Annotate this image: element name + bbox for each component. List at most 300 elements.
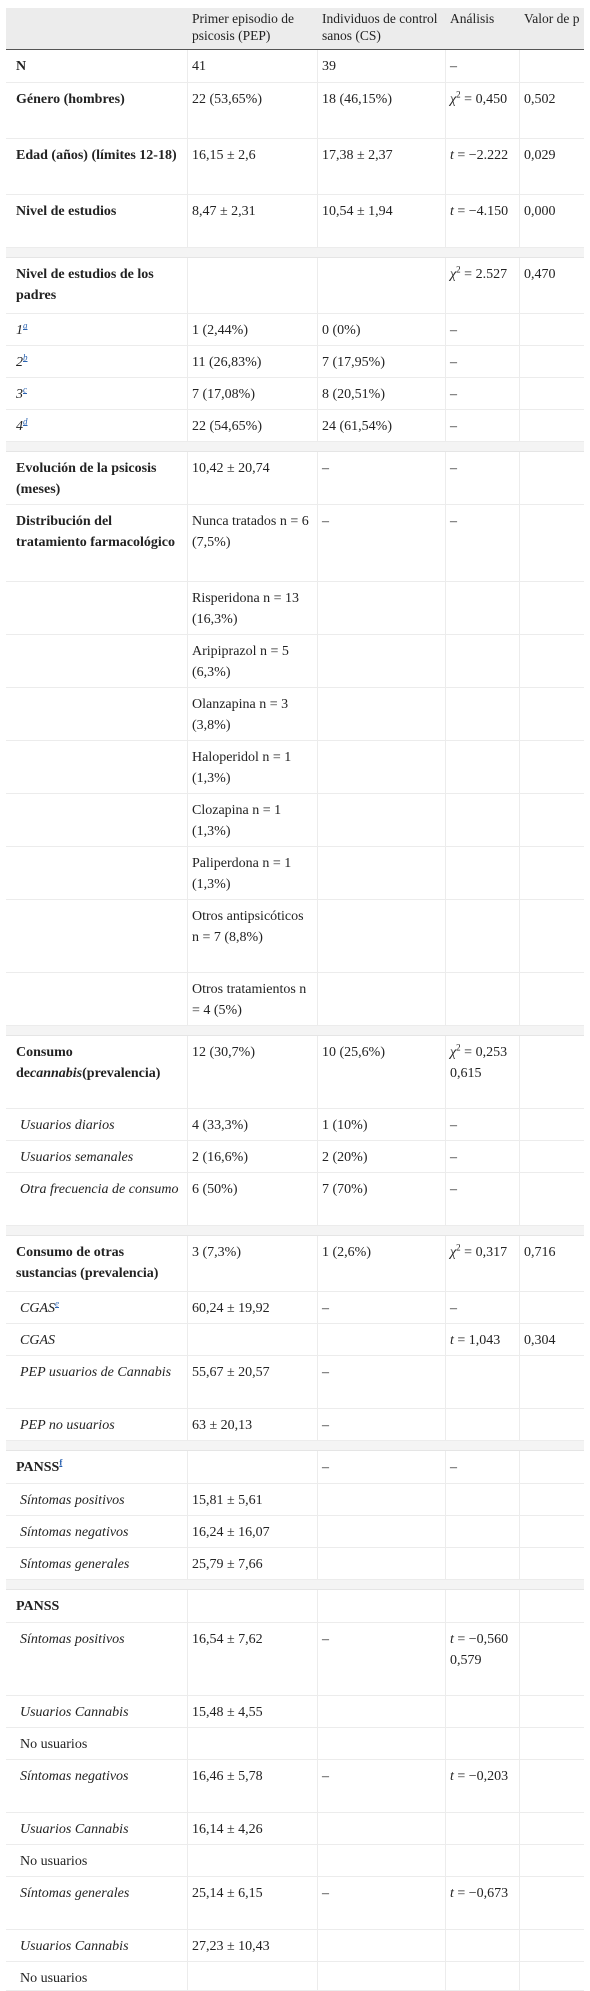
cell-c4: – bbox=[446, 1141, 520, 1172]
cell-c5 bbox=[520, 1548, 584, 1579]
row-label: N bbox=[16, 59, 27, 74]
cell-c2: 4 (33,3%) bbox=[188, 1109, 318, 1140]
row-label: PEP usuarios de Cannabis bbox=[20, 1365, 172, 1380]
row-label: Usuarios semanales bbox=[20, 1150, 134, 1165]
cell-c3 bbox=[318, 1962, 446, 1990]
cell-c3: 7 (17,95%) bbox=[318, 346, 446, 377]
table-row bbox=[6, 1696, 584, 1728]
cell-c5 bbox=[520, 1877, 584, 1929]
header-cell bbox=[6, 8, 188, 49]
cell-c4: – bbox=[446, 1109, 520, 1140]
cell-c3 bbox=[318, 258, 446, 313]
cell-c4: – bbox=[446, 1173, 520, 1225]
cell-c2: 27,23 ± 10,43 bbox=[188, 1930, 318, 1961]
cell-c1 bbox=[6, 410, 188, 441]
cell-c3 bbox=[318, 1813, 446, 1844]
cell-c2: Olanzapina n = 3 (3,8%) bbox=[188, 688, 318, 740]
cell-c2: Otros tratamientos n = 4 (5%) bbox=[188, 973, 318, 1025]
cell-c3: – bbox=[318, 1623, 446, 1695]
cell-c1 bbox=[6, 1356, 188, 1408]
table-row bbox=[6, 582, 584, 635]
cell-c3 bbox=[318, 635, 446, 687]
table-body bbox=[6, 50, 584, 1991]
cell-c3: 10,54 ± 1,94 bbox=[318, 195, 446, 247]
cell-c2: 3 (7,3%) bbox=[188, 1236, 318, 1291]
cell-c4 bbox=[446, 900, 520, 972]
row-label: Nivel de estudios de los padres bbox=[16, 267, 154, 303]
table-row bbox=[6, 1590, 584, 1623]
cell-c3 bbox=[318, 1845, 446, 1876]
cell-c4 bbox=[446, 635, 520, 687]
cell-c1 bbox=[6, 1173, 188, 1225]
cell-c3: 8 (20,51%) bbox=[318, 378, 446, 409]
row-label: Género (hombres) bbox=[16, 92, 125, 107]
row-label: Usuarios Cannabis bbox=[20, 1939, 129, 1954]
cell-c3 bbox=[318, 1484, 446, 1515]
cell-c1 bbox=[6, 973, 188, 1025]
cell-c1 bbox=[6, 1484, 188, 1515]
cell-c2 bbox=[188, 1590, 318, 1622]
cell-c3: – bbox=[318, 1760, 446, 1812]
cell-c1 bbox=[6, 1451, 188, 1483]
cell-c5 bbox=[520, 1516, 584, 1547]
cell-c3: 24 (61,54%) bbox=[318, 410, 446, 441]
table-row bbox=[6, 1409, 584, 1441]
row-label: Síntomas negativos bbox=[20, 1769, 129, 1784]
cell-c3: 1 (2,6%) bbox=[318, 1236, 446, 1291]
cell-c1 bbox=[6, 1141, 188, 1172]
cell-c2: 16,14 ± 4,26 bbox=[188, 1813, 318, 1844]
cell-c3 bbox=[318, 1728, 446, 1759]
row-label: Nivel de estudios bbox=[16, 204, 117, 219]
cell-c4: $\chi^2 = 0,450$ bbox=[446, 83, 520, 138]
cell-c5 bbox=[520, 1292, 584, 1323]
cell-c5: 0,716 bbox=[524, 1245, 556, 1260]
section-spacer bbox=[6, 1226, 584, 1236]
table-row bbox=[6, 1484, 584, 1516]
cell-c3: 1 (10%) bbox=[318, 1109, 446, 1140]
table-row bbox=[6, 195, 584, 248]
cell-c1 bbox=[6, 1877, 188, 1929]
data-table bbox=[6, 8, 584, 1991]
cell-c5 bbox=[520, 314, 584, 345]
cell-c2: 55,67 ± 20,57 bbox=[188, 1356, 318, 1408]
cell-c5 bbox=[520, 582, 584, 634]
cell-c5: 0,502 bbox=[524, 92, 556, 107]
cell-c4: $\chi^2 = 0,317$ bbox=[446, 1236, 520, 1291]
cell-c1 bbox=[6, 452, 188, 504]
cell-c4 bbox=[446, 688, 520, 740]
cell-c5 bbox=[520, 452, 584, 504]
cell-c2: 15,81 ± 5,61 bbox=[188, 1484, 318, 1515]
cell-c3: 18 (46,15%) bbox=[318, 83, 446, 138]
cell-c4: – bbox=[446, 378, 520, 409]
cell-c1 bbox=[6, 314, 188, 345]
cell-c5: 0,029 bbox=[524, 148, 556, 163]
cell-c3 bbox=[318, 688, 446, 740]
cell-c3 bbox=[318, 1930, 446, 1961]
cell-c1 bbox=[6, 582, 188, 634]
table-row bbox=[6, 139, 584, 195]
table-row bbox=[6, 1141, 584, 1173]
section-spacer bbox=[6, 248, 584, 258]
cell-c2: 16,24 ± 16,07 bbox=[188, 1516, 318, 1547]
cell-c1 bbox=[6, 1548, 188, 1579]
cell-c5 bbox=[520, 1760, 584, 1812]
row-label: Usuarios diarios bbox=[20, 1118, 115, 1133]
cell-c4 bbox=[446, 741, 520, 793]
cell-c4: – bbox=[446, 452, 520, 504]
row-label: 4 bbox=[16, 419, 23, 434]
cell-c1 bbox=[6, 1324, 188, 1355]
cell-c2: 7 (17,08%) bbox=[188, 378, 318, 409]
row-label: CGAS bbox=[20, 1333, 55, 1348]
row-label: 2 bbox=[16, 355, 23, 370]
cell-c2: 12 (30,7%) bbox=[188, 1036, 318, 1108]
row-label: No usuarios bbox=[20, 1971, 88, 1986]
cell-c2: Haloperidol n = 1 (1,3%) bbox=[188, 741, 318, 793]
row-label: No usuarios bbox=[20, 1737, 88, 1752]
cell-c1 bbox=[6, 1409, 188, 1440]
cell-c3: – bbox=[318, 505, 446, 581]
cell-c3: 39 bbox=[318, 50, 446, 82]
cell-c2 bbox=[188, 1845, 318, 1876]
cell-c4: t = −0,203 bbox=[446, 1760, 520, 1812]
section-spacer bbox=[6, 1580, 584, 1590]
cell-c5 bbox=[520, 410, 584, 441]
cell-c4: – bbox=[446, 50, 520, 82]
cell-c1 bbox=[6, 1845, 188, 1876]
row-label: PEP no usuarios bbox=[20, 1418, 115, 1433]
table-row bbox=[6, 378, 584, 410]
row-label: Síntomas positivos bbox=[20, 1493, 125, 1508]
footnote-link[interactable]: d bbox=[23, 416, 28, 427]
cell-c1 bbox=[6, 505, 188, 581]
table-row bbox=[6, 346, 584, 378]
row-label: Síntomas generales bbox=[20, 1886, 130, 1901]
footnote-link[interactable]: a bbox=[23, 320, 28, 331]
cell-c2 bbox=[188, 1324, 318, 1355]
cell-c4 bbox=[446, 1962, 520, 1990]
table-row bbox=[6, 1877, 584, 1930]
row-label: Usuarios Cannabis bbox=[20, 1705, 129, 1720]
cell-c1 bbox=[6, 83, 188, 138]
cell-c1 bbox=[6, 139, 188, 194]
header-cell: Valor de p bbox=[524, 11, 580, 26]
cell-c1 bbox=[6, 1728, 188, 1759]
cell-c2 bbox=[188, 1962, 318, 1990]
header-cell: Análisis bbox=[450, 11, 495, 26]
table-row bbox=[6, 1728, 584, 1760]
cell-c2: 16,54 ± 7,62 bbox=[188, 1623, 318, 1695]
cell-c1 bbox=[6, 378, 188, 409]
cell-c1 bbox=[6, 258, 188, 313]
cell-c1 bbox=[6, 1590, 188, 1622]
cell-c1 bbox=[6, 1236, 188, 1291]
cell-c4: – bbox=[446, 314, 520, 345]
table-row bbox=[6, 83, 584, 139]
cell-c3 bbox=[318, 1516, 446, 1547]
row-label: Síntomas generales bbox=[20, 1557, 130, 1572]
cell-c1 bbox=[6, 1962, 188, 1990]
cell-c5 bbox=[520, 346, 584, 377]
cell-c2: 16,46 ± 5,78 bbox=[188, 1760, 318, 1812]
row-label: 3 bbox=[16, 387, 23, 402]
cell-c3 bbox=[318, 1696, 446, 1727]
cell-c3 bbox=[318, 1548, 446, 1579]
cell-c5 bbox=[520, 1962, 584, 1990]
cell-c5 bbox=[520, 1484, 584, 1515]
cell-c4 bbox=[446, 1728, 520, 1759]
cell-c2 bbox=[188, 258, 318, 313]
row-label: Usuarios Cannabis bbox=[20, 1822, 129, 1837]
table-row bbox=[6, 1760, 584, 1813]
section-spacer bbox=[6, 1441, 584, 1451]
cell-c3: 2 (20%) bbox=[318, 1141, 446, 1172]
row-label: Síntomas positivos bbox=[20, 1632, 125, 1647]
cell-c5 bbox=[520, 1356, 584, 1408]
cell-c2: 15,48 ± 4,55 bbox=[188, 1696, 318, 1727]
table-row bbox=[6, 1036, 584, 1109]
cell-c2: 25,14 ± 6,15 bbox=[188, 1877, 318, 1929]
cell-c3: 7 (70%) bbox=[318, 1173, 446, 1225]
cell-c5 bbox=[520, 505, 584, 581]
cell-c2: 22 (53,65%) bbox=[188, 83, 318, 138]
table-row bbox=[6, 1516, 584, 1548]
cell-c5 bbox=[520, 1451, 584, 1483]
cell-c2: Nunca tratados n = 6 (7,5%) bbox=[188, 505, 318, 581]
cell-c1 bbox=[6, 50, 188, 82]
cell-c5 bbox=[520, 1036, 584, 1108]
row-label: Consumo de otras sustancias (prevalencia) bbox=[16, 1245, 159, 1281]
cell-c1 bbox=[6, 741, 188, 793]
section-spacer bbox=[6, 442, 584, 452]
cell-c5 bbox=[520, 1813, 584, 1844]
table-row bbox=[6, 314, 584, 346]
footnote-link[interactable]: c bbox=[23, 384, 27, 395]
cell-c4: – bbox=[446, 1292, 520, 1323]
row-label: Otra frecuencia de consumo bbox=[20, 1182, 179, 1197]
cell-c2 bbox=[188, 1451, 318, 1483]
cell-c5 bbox=[520, 973, 584, 1025]
cell-c1 bbox=[6, 1109, 188, 1140]
cell-c5 bbox=[520, 378, 584, 409]
cell-c4 bbox=[446, 1845, 520, 1876]
cell-c4: t = −4.150 bbox=[446, 195, 520, 247]
cell-c3 bbox=[318, 582, 446, 634]
cell-c5 bbox=[520, 1930, 584, 1961]
cell-c4: – bbox=[446, 1451, 520, 1483]
cell-c1 bbox=[6, 688, 188, 740]
cell-c5 bbox=[520, 847, 584, 899]
cell-c4 bbox=[446, 582, 520, 634]
cell-c3: – bbox=[318, 1292, 446, 1323]
cell-c5 bbox=[520, 1109, 584, 1140]
cell-c3 bbox=[318, 1324, 446, 1355]
cell-c1 bbox=[6, 346, 188, 377]
cell-c2: 10,42 ± 20,74 bbox=[188, 452, 318, 504]
cell-c3 bbox=[318, 741, 446, 793]
footnote-link[interactable]: b bbox=[23, 352, 28, 363]
cell-c4: – bbox=[446, 346, 520, 377]
cell-c4: – bbox=[446, 505, 520, 581]
table-row bbox=[6, 1236, 584, 1292]
cell-c4 bbox=[446, 1516, 520, 1547]
cell-c2: Otros antipsicóticos n = 7 (8,8%) bbox=[188, 900, 318, 972]
cell-c4: $\chi^2 = 0,253$ 0,615 bbox=[446, 1036, 520, 1108]
cell-c3: – bbox=[318, 1451, 446, 1483]
cell-c4 bbox=[446, 1930, 520, 1961]
cell-c4 bbox=[446, 1813, 520, 1844]
cell-c3: – bbox=[318, 1877, 446, 1929]
table-row bbox=[6, 741, 584, 794]
table-row bbox=[6, 410, 584, 442]
cell-c1 bbox=[6, 195, 188, 247]
cell-c5 bbox=[520, 1173, 584, 1225]
table-row bbox=[6, 1962, 584, 1991]
table-row bbox=[6, 1292, 584, 1324]
cell-c2: 22 (54,65%) bbox=[188, 410, 318, 441]
row-label: No usuarios bbox=[20, 1854, 88, 1869]
cell-c1 bbox=[6, 1623, 188, 1695]
cell-c3: 10 (25,6%) bbox=[318, 1036, 446, 1108]
cell-c2: 6 (50%) bbox=[188, 1173, 318, 1225]
cell-c3: 0 (0%) bbox=[318, 314, 446, 345]
cell-c2: Clozapina n = 1 (1,3%) bbox=[188, 794, 318, 846]
row-label: Consumo decannabis(prevalencia) bbox=[16, 1045, 161, 1081]
cell-c2: 25,79 ± 7,66 bbox=[188, 1548, 318, 1579]
cell-c5 bbox=[520, 794, 584, 846]
cell-c3 bbox=[318, 973, 446, 1025]
cell-c2: 1 (2,44%) bbox=[188, 314, 318, 345]
cell-c2: 16,15 ± 2,6 bbox=[188, 139, 318, 194]
cell-c1 bbox=[6, 1930, 188, 1961]
cell-c4: t = −0,560 0,579 bbox=[446, 1623, 520, 1695]
cell-c3 bbox=[318, 900, 446, 972]
cell-c1 bbox=[6, 794, 188, 846]
cell-c1 bbox=[6, 1760, 188, 1812]
cell-c2: 63 ± 20,13 bbox=[188, 1409, 318, 1440]
footnote-link[interactable]: e bbox=[55, 1298, 59, 1309]
cell-c3: – bbox=[318, 452, 446, 504]
row-label: Evolución de la psicosis (meses) bbox=[16, 461, 157, 497]
cell-c4 bbox=[446, 847, 520, 899]
cell-c1 bbox=[6, 1813, 188, 1844]
cell-c2: 8,47 ± 2,31 bbox=[188, 195, 318, 247]
cell-c5 bbox=[520, 1845, 584, 1876]
table-row bbox=[6, 1109, 584, 1141]
cell-c2: 11 (26,83%) bbox=[188, 346, 318, 377]
table-row bbox=[6, 635, 584, 688]
row-label: Edad (años) (límites 12-18) bbox=[16, 148, 177, 163]
cell-c4 bbox=[446, 794, 520, 846]
table-row bbox=[6, 688, 584, 741]
cell-c3 bbox=[318, 1590, 446, 1622]
cell-c1 bbox=[6, 900, 188, 972]
table-row bbox=[6, 794, 584, 847]
footnote-link[interactable]: f bbox=[59, 1457, 63, 1468]
table-row bbox=[6, 1451, 584, 1484]
cell-c1 bbox=[6, 1696, 188, 1727]
cell-c5 bbox=[520, 1590, 584, 1622]
table-row bbox=[6, 847, 584, 900]
cell-c5: 0,304 bbox=[524, 1333, 556, 1348]
row-label: PANSS bbox=[16, 1460, 60, 1475]
cell-c2: Aripiprazol n = 5 (6,3%) bbox=[188, 635, 318, 687]
cell-c3: – bbox=[318, 1409, 446, 1440]
cell-c5 bbox=[520, 741, 584, 793]
row-label: PANSS bbox=[16, 1599, 60, 1614]
row-label: 1 bbox=[16, 323, 23, 338]
cell-c1 bbox=[6, 1036, 188, 1108]
header-cell: Individuos de control sanos (CS) bbox=[322, 11, 438, 43]
cell-c4: t = −2.222 bbox=[446, 139, 520, 194]
cell-c5 bbox=[520, 1141, 584, 1172]
cell-c3: – bbox=[318, 1356, 446, 1408]
cell-c2: Risperidona n = 13 (16,3%) bbox=[188, 582, 318, 634]
table-row bbox=[6, 50, 584, 83]
cell-c4 bbox=[446, 1696, 520, 1727]
cell-c5 bbox=[520, 1409, 584, 1440]
cell-c2: 2 (16,6%) bbox=[188, 1141, 318, 1172]
cell-c4 bbox=[446, 973, 520, 1025]
cell-c5 bbox=[520, 1696, 584, 1727]
cell-c4 bbox=[446, 1409, 520, 1440]
cell-c4: t = −0,673 bbox=[446, 1877, 520, 1929]
cell-c5: 0,000 bbox=[524, 204, 556, 219]
table-row bbox=[6, 1356, 584, 1409]
cell-c5 bbox=[520, 1623, 584, 1695]
cell-c1 bbox=[6, 1292, 188, 1323]
cell-c2: 60,24 ± 19,92 bbox=[188, 1292, 318, 1323]
cell-c1 bbox=[6, 847, 188, 899]
table-row bbox=[6, 505, 584, 582]
table-row bbox=[6, 1548, 584, 1580]
table-row bbox=[6, 1173, 584, 1226]
cell-c5 bbox=[520, 900, 584, 972]
cell-c1 bbox=[6, 1516, 188, 1547]
table-row bbox=[6, 258, 584, 314]
cell-c3 bbox=[318, 847, 446, 899]
cell-c4: t = 1,043 bbox=[446, 1324, 520, 1355]
table-row bbox=[6, 1324, 584, 1356]
table-row bbox=[6, 1813, 584, 1845]
cell-c5 bbox=[520, 50, 584, 82]
cell-c1 bbox=[6, 635, 188, 687]
table-row bbox=[6, 1845, 584, 1877]
cell-c5 bbox=[520, 635, 584, 687]
cell-c4: $\chi^2 = 2.527$ bbox=[446, 258, 520, 313]
cell-c3: 17,38 ± 2,37 bbox=[318, 139, 446, 194]
cell-c5 bbox=[520, 1728, 584, 1759]
table-row bbox=[6, 452, 584, 505]
cell-c3 bbox=[318, 794, 446, 846]
cell-c4: – bbox=[446, 410, 520, 441]
cell-c5: 0,470 bbox=[524, 267, 556, 282]
cell-c2: 41 bbox=[188, 50, 318, 82]
cell-c4 bbox=[446, 1356, 520, 1408]
table-header bbox=[6, 8, 584, 50]
section-spacer bbox=[6, 1026, 584, 1036]
cell-c2 bbox=[188, 1728, 318, 1759]
table-row bbox=[6, 973, 584, 1026]
row-label: Distribución del tratamiento farmacológico bbox=[16, 514, 175, 550]
cell-c5 bbox=[520, 688, 584, 740]
cell-c2: Paliperdona n = 1 (1,3%) bbox=[188, 847, 318, 899]
table-row bbox=[6, 900, 584, 973]
row-label: CGAS bbox=[20, 1301, 55, 1316]
table-row bbox=[6, 1623, 584, 1696]
